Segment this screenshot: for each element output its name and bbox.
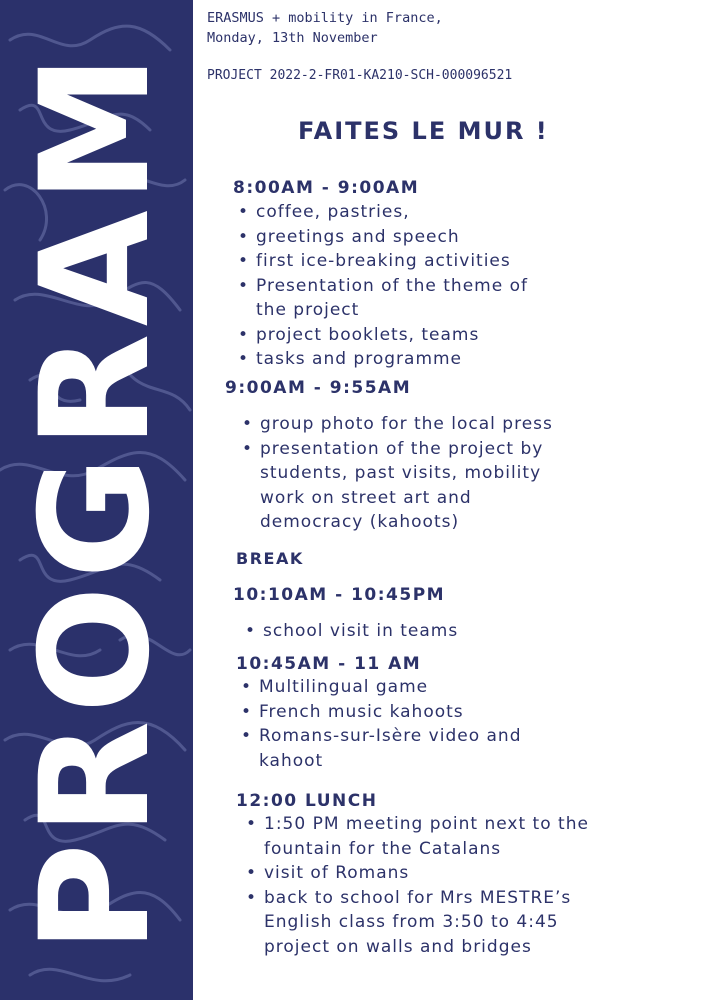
activity-item: • Romans-sur-Isère video and kahoot <box>237 724 522 773</box>
activity-item: • school visit in teams <box>241 619 458 644</box>
activity-item: • coffee, pastries, <box>234 200 528 225</box>
time-slot-heading: 9:00AM - 9:55AM <box>225 378 412 398</box>
activity-item: • presentation of the project by students, past visits, mobility work on street art and democracy (kahoots) <box>238 437 553 535</box>
activity-item: • project booklets, teams <box>234 323 528 348</box>
time-slot-heading: 10:45AM - 11 AM <box>236 654 422 674</box>
activity-item: • greetings and speech <box>234 225 528 250</box>
activity-item: • Multilingual game <box>237 675 522 700</box>
sidebar-banner <box>0 0 193 1000</box>
activity-item: • visit of Romans <box>242 861 589 886</box>
activity-list <box>234 200 528 372</box>
header-line-2: Monday, 13th November <box>207 30 378 46</box>
activity-item: • back to school for Mrs MESTRE’s English class from 3:50 to 4:45 project on walls and bridges <box>242 886 589 960</box>
activity-item: • Presentation of the theme of the project <box>234 274 528 323</box>
activity-list <box>242 812 589 959</box>
project-code: PROJECT 2022-2-FR01-KA210-SCH-000096521 <box>207 68 513 83</box>
activity-item: • group photo for the local press <box>238 412 553 437</box>
activity-list <box>237 675 522 773</box>
program-vertical-title: PROGRAM <box>9 47 183 953</box>
activity-item: • 1:50 PM meeting point next to the fountain for the Catalans <box>242 812 589 861</box>
main-title: FAITES LE MUR ! <box>298 117 549 145</box>
time-slot-heading: 8:00AM - 9:00AM <box>233 178 420 198</box>
header-line-1: ERASMUS + mobility in France, <box>207 10 443 26</box>
activity-list <box>238 412 553 535</box>
activity-item: • French music kahoots <box>237 700 522 725</box>
activity-list <box>241 619 458 644</box>
break-heading: BREAK <box>236 549 304 568</box>
time-slot-heading: 10:10AM - 10:45PM <box>233 585 446 605</box>
activity-item: • first ice-breaking activities <box>234 249 528 274</box>
activity-item: • tasks and programme <box>234 347 528 372</box>
time-slot-heading: 12:00 LUNCH <box>236 791 378 811</box>
